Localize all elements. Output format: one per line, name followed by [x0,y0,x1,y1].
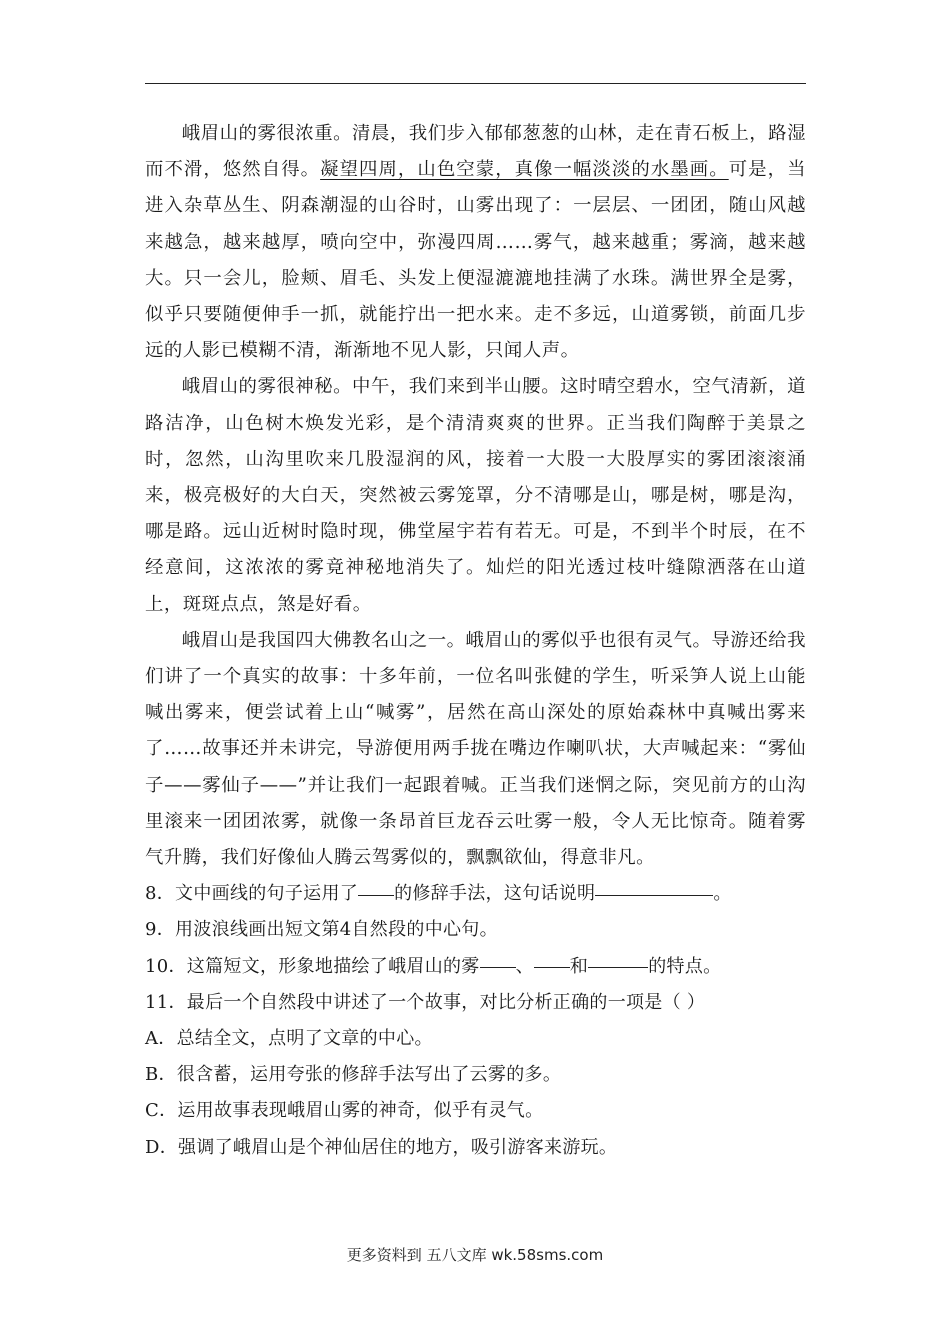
option-d: D．强调了峨眉山是个神仙居住的地方，吸引游客来游玩。 [145,1136,618,1158]
answer-blank[interactable] [595,894,713,896]
question-10 [145,949,806,985]
answer-blank[interactable] [358,894,394,896]
question-10-prefix: 10．这篇短文，形象地描绘了峨眉山的雾 [145,955,480,977]
paragraph-1 [145,116,806,369]
paragraph-2: 峨眉山的雾很神秘。中午，我们来到半山腰。这时晴空碧水，空气清新，道路洁净，山色树木焕发光彩，是个清清爽爽的世界。正当我们陶醉于美景之时，忽然，山沟里吹来几股湿润的风，接着一大股一大股厚实的雾团滚滚涌来，极亮极好的大白天，突然被云雾笼罩，分不清哪是山，哪是树，哪是沟，哪是路。远山近树时隐时现，佛堂屋宇若有若无。可是，不到半个时辰，在不经意间，这浓浓的雾竟神秘地消失了。灿烂的阳光透过枝叶缝隙洒落在山道上，斑斑点点，煞是好看。 [145,376,806,615]
header-rule [145,83,806,84]
question-10-sep-1: 、 [515,955,534,977]
answer-blank[interactable] [588,966,648,968]
question-9: 9．用波浪线画出短文第4自然段的中心句。 [145,919,498,941]
question-8-prefix: 8．文中画线的句子运用了 [145,883,359,905]
question-11: 11．最后一个自然段中讲述了一个故事，对比分析正确的一项是（ ） [145,991,706,1013]
answer-blank[interactable] [534,966,570,968]
question-10-sep-2: 和 [569,955,589,977]
question-8 [145,876,806,912]
paragraph-1-text-start: 峨眉山的雾很浓重。清晨，我们步入郁郁葱葱的山林，走在青石板上，路湿而不滑，悠然自得。 [145,123,806,181]
underlined-sentence: 凝望四周，山色空蒙，真像一幅淡淡的水墨画。 [320,159,729,181]
document-body [145,116,806,1166]
paragraph-1-text-end: 可是，当进入杂草丛生、阴森潮湿的山谷时，山雾出现了：一层层、一团团，随山风越来越急，越来越厚，喷向空中，弥漫四周……雾气，越来越重；雾滴，越来越大。只一会儿，脸颊、眉毛、头发上便湿漉漉地挂满了水珠。满世界全是雾，似乎只要随便伸手一抓，就能拧出一把水来。走不多远，山道雾锁，前面几步远的人影已模糊不清，渐渐地不见人影，只闻人声。 [145,159,806,362]
paragraph-3: 峨眉山是我国四大佛教名山之一。峨眉山的雾似乎也很有灵气。导游还给我们讲了一个真实的故事：十多年前，一位名叫张健的学生，听采笋人说上山能喊出雾来，便尝试着上山“喊雾”，居然在高山深处的原始森林中真喊出雾来了……故事还并未讲完，导游便用两手拢在嘴边作喇叭状，大声喊起来：“雾仙子——雾仙子——”并让我们一起跟着喊。正当我们迷惘之际，突见前方的山沟里滚来一团团浓雾，就像一条昂首巨龙吞云吐雾一般，令人无比惊奇。随着雾气升腾，我们好像仙人腾云驾雾似的，飘飘欲仙，得意非凡。 [145,629,806,869]
answer-blank[interactable] [480,966,516,968]
option-a: A．总结全文，点明了文章的中心。 [145,1028,433,1050]
question-8-middle: 的修辞手法，这句话说明 [394,883,596,905]
question-10-suffix: 的特点。 [648,955,722,977]
option-c: C．运用故事表现峨眉山雾的神奇，似乎有灵气。 [145,1100,544,1122]
footer-text: 更多资料到 五八文库 wk.58sms.com [346,1246,604,1264]
question-8-suffix: 。 [713,883,732,905]
option-b: B．很含蓄，运用夸张的修辞手法写出了云雾的多。 [145,1064,562,1086]
